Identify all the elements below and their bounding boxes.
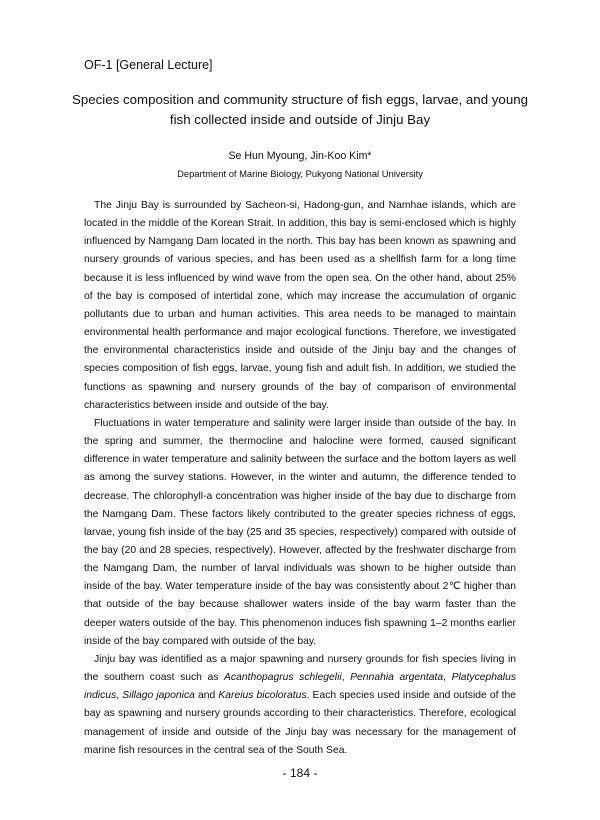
species-name: Pennahia argentata: [350, 672, 444, 684]
paragraph-text: . Each species used inside and outside of the bay as spawning and nursery grounds according to their characteristics. Therefore, ecological management of inside and outside of the Jinju bay was necessary for the management of marine fish resources in the central sea of the South Sea.: [84, 690, 516, 756]
paragraph-text: ,: [443, 672, 452, 684]
abstract-paragraph: [84, 651, 516, 760]
species-name: Platycephalus indicus: [84, 672, 517, 702]
paragraph-text: and: [194, 690, 219, 702]
paragraph-text: Jinju bay was identified as a major spawning and nursery grounds for fish species living in the southern coast such as: [84, 653, 516, 684]
abstract-body: [84, 197, 516, 760]
paper-title: Species composition and community structure of fish eggs, larvae, and young fish collected inside and outside of Jinju Bay: [71, 92, 529, 127]
paragraph-text: ,: [341, 672, 351, 684]
session-code: OF-1 [General Lecture]: [84, 58, 213, 72]
page-number: - 184 -: [282, 766, 318, 780]
abstract-paragraph: The Jinju Bay is surrounded by Sacheon-si, Hadong-gun, and Namhae islands, which are located in the middle of the Korean Strait. In addition, this bay is semi-enclosed which is highly influenced by Namgang Dam located in the north. This bay has been known as spawning and nursery grounds of various species, and has been used as a shellfish farm for a long time because it is less influenced by wind wave from the open sea. On the other hand, about 25% of the bay is composed of intertidal zone, which may increase the accumulation of organic pollutants due to urban and human activities. This area needs to be managed to maintain environmental health performance and major ecological functions. Therefore, we investigated the environmental characteristics inside and outside of the Jinju bay and the changes of species composition of fish eggs, larvae, young fish and adult fish. In addition, we studied the functions as spawning and nursery grounds of the bay of comparison of environmental characteristics between inside and outside of the bay.: [84, 200, 516, 411]
authors: Se Hun Myoung, Jin-Koo Kim*: [228, 150, 372, 162]
affiliation: Department of Marine Biology, Pukyong National University: [177, 168, 423, 179]
species-name: Kareius bicoloratus: [218, 690, 307, 702]
paragraph-text: ,: [116, 690, 123, 702]
abstract-paragraph: Fluctuations in water temperature and salinity were larger inside than outside of the bay. In the spring and summer, the thermocline and halocline were formed, caused significant difference in water temperature and salinity between the surface and the bottom layers as well as among the survey stations. However, in the winter and autumn, the difference tended to decrease. The chlorophyll-a concentration was higher inside of the bay due to discharge from the Namgang Dam. These factors likely contributed to the greater species richness of eggs, larvae, young fish inside of the bay (25 and 35 species, respectively) compared with outside of the bay (20 and 28 species, respectively). However, affected by the freshwater discharge from the Namgang Dam, the number of larval individuals was shown to be higher outside than inside of the bay. Water temperature inside of the bay was consistently about 2℃ higher than that outside of the bay because shallower waters inside of the bay warm faster than the deeper waters outside of the bay. This phenomenon induces fish spawning 1–2 months earlier inside of the bay compared with outside of the bay.: [84, 417, 516, 647]
species-name: Sillago japonica: [122, 690, 195, 702]
species-name: Acanthopagrus schlegelii: [224, 672, 342, 684]
